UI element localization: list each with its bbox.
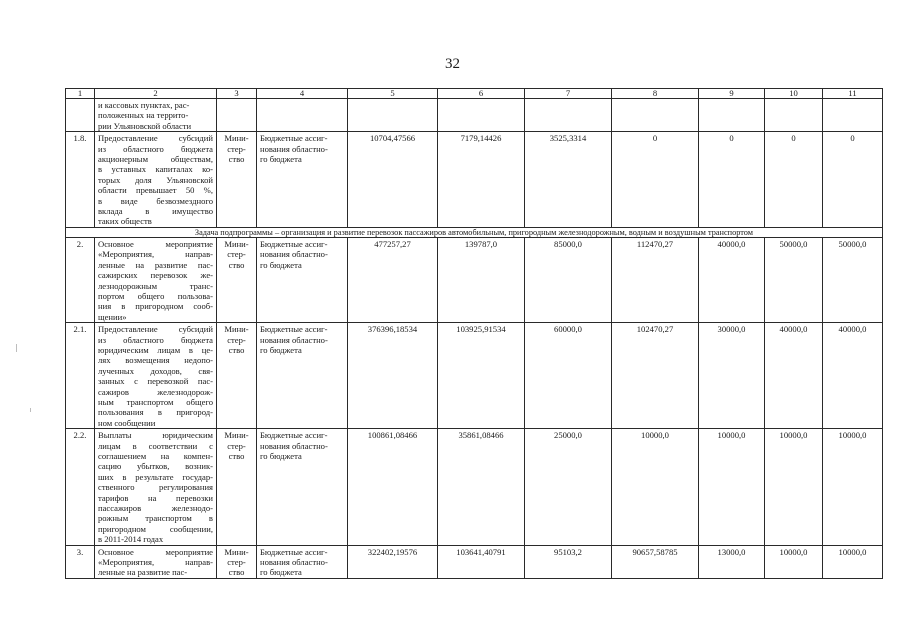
cell-value: 40000,0	[823, 323, 883, 429]
cell-value: 13000,0	[699, 545, 765, 578]
table-row	[66, 132, 883, 228]
text-line: таких обществ	[98, 216, 152, 227]
cell-source	[257, 237, 348, 322]
text-line: стер-	[227, 143, 246, 154]
column-header-2: 2	[95, 89, 217, 99]
text-line: пассажиров железнодо-	[98, 503, 213, 514]
table-row	[66, 429, 883, 545]
text-line: Мини-	[224, 324, 249, 335]
cell-value	[438, 99, 525, 132]
cell-value: 40000,0	[765, 323, 823, 429]
cell-value: 112470,27	[612, 237, 699, 322]
scan-mark	[30, 408, 31, 412]
cell-source	[257, 429, 348, 545]
text-line: Основное мероприятие	[98, 238, 213, 249]
cell-value: 50000,0	[823, 237, 883, 322]
table-row	[66, 237, 883, 322]
text-line: ство	[228, 451, 245, 461]
cell-value: 10000,0	[823, 429, 883, 545]
text-line: Мини-	[224, 430, 249, 441]
cell-value: 40000,0	[699, 237, 765, 322]
cell-value: 10000,0	[765, 545, 823, 578]
text-line: акционерным обществам,	[98, 154, 213, 165]
cell-value: 477257,27	[348, 237, 438, 322]
cell-num: 2.1.	[66, 323, 95, 429]
text-line: Бюджетные ассиг-	[260, 324, 328, 335]
cell-source	[257, 323, 348, 429]
cell-value: 7179,14426	[438, 132, 525, 228]
text-line: ство	[228, 154, 245, 165]
column-header-3: 3	[217, 89, 257, 99]
column-header-6: 6	[438, 89, 525, 99]
text-line: Бюджетные ассиг-	[260, 238, 328, 249]
text-line: Предоставление субсидий	[98, 133, 213, 144]
cell-value	[823, 99, 883, 132]
text-line: лезнодорожным транс-	[98, 280, 213, 291]
text-line: сажиров железнодорож-	[98, 386, 213, 397]
cell-source	[257, 132, 348, 228]
table-body	[66, 89, 883, 579]
text-line: Бюджетные ассиг-	[260, 546, 328, 557]
cell-value: 10704,47566	[348, 132, 438, 228]
cell-value: 0	[612, 132, 699, 228]
cell-value: 10000,0	[699, 429, 765, 545]
page-number: 32	[445, 56, 460, 72]
text-line: ленные на развитие пас-	[98, 567, 188, 578]
text-line: стер-	[227, 440, 246, 451]
cell-value: 60000,0	[525, 323, 612, 429]
cell-num: 2.2.	[66, 429, 95, 545]
text-line: Мини-	[224, 238, 249, 249]
text-line: Мини-	[224, 546, 249, 557]
cell-value: 103925,91534	[438, 323, 525, 429]
text-line: в уставных капиталах ко-	[98, 164, 213, 175]
cell-executor	[217, 237, 257, 322]
table-row	[66, 545, 883, 578]
cell-value: 30000,0	[699, 323, 765, 429]
text-line: ленные на развитие пас-	[98, 259, 213, 270]
scan-mark	[16, 344, 17, 352]
column-header-5: 5	[348, 89, 438, 99]
cell-description	[95, 132, 217, 228]
column-header-4: 4	[257, 89, 348, 99]
cell-value: 90657,58785	[612, 545, 699, 578]
text-line: лицам в соответствии с	[98, 440, 213, 451]
cell-description	[95, 237, 217, 322]
cell-value: 85000,0	[525, 237, 612, 322]
text-line: ство	[228, 567, 245, 578]
text-line: юридическим лицам в це-	[98, 344, 213, 355]
text-line: Мини-	[224, 133, 249, 144]
cell-value: 102470,27	[612, 323, 699, 429]
cell-description	[95, 429, 217, 545]
cell-value: 10000,0	[823, 545, 883, 578]
text-line: «Мероприятия, направ-	[98, 249, 213, 260]
cell-value: 35861,08466	[438, 429, 525, 545]
cell-value	[348, 99, 438, 132]
text-line: стер-	[227, 334, 246, 345]
text-line: ших в результате государ-	[98, 471, 213, 482]
text-line: ство	[228, 259, 245, 270]
cell-value	[612, 99, 699, 132]
text-line: Предоставление субсидий	[98, 324, 213, 335]
column-header-8: 8	[612, 89, 699, 99]
text-line: занных с перевозкой пас-	[98, 376, 213, 387]
text-line: положенных на террито-	[98, 110, 189, 121]
text-line: Выплаты юридическим	[98, 430, 213, 441]
text-line: и кассовых пунктах, рас-	[98, 100, 190, 110]
text-line: в виде безвозмездного	[98, 195, 213, 206]
cell-value: 103641,40791	[438, 545, 525, 578]
cell-value	[525, 99, 612, 132]
text-line: ном сообщении	[98, 417, 156, 428]
column-header-9: 9	[699, 89, 765, 99]
text-line: области превышает 50 %,	[98, 185, 213, 196]
text-line: Бюджетные ассиг-	[260, 430, 328, 441]
cell-num: 1.8.	[66, 132, 95, 228]
text-line: из областного бюджета	[98, 334, 213, 345]
cell-value: 139787,0	[438, 237, 525, 322]
cell-value	[699, 99, 765, 132]
text-line: торых доля Ульяновской	[98, 174, 213, 185]
text-line: нования областно-	[260, 440, 328, 451]
text-line: сацию убытков, возник-	[98, 461, 213, 472]
text-line: из областного бюджета	[98, 143, 213, 154]
text-line: пользования в пригород-	[98, 407, 213, 418]
cell-executor	[217, 545, 257, 578]
text-line: щении»	[98, 311, 127, 322]
cell-value: 0	[765, 132, 823, 228]
cell-description	[95, 323, 217, 429]
continuation-row	[66, 99, 883, 132]
text-line: лях возмещения недопо-	[98, 355, 213, 366]
text-line: ния в пригородном сооб-	[98, 301, 213, 312]
cell-value: 3525,3314	[525, 132, 612, 228]
text-line: стер-	[227, 249, 246, 260]
text-line: ным транспортом общего	[98, 396, 213, 407]
text-line: го бюджета	[260, 567, 302, 578]
budget-table	[65, 88, 883, 579]
cell-source	[257, 99, 348, 132]
text-line: го бюджета	[260, 451, 302, 461]
text-line: го бюджета	[260, 154, 302, 165]
column-header-1: 1	[66, 89, 95, 99]
cell-value: 95103,2	[525, 545, 612, 578]
text-line: го бюджета	[260, 344, 302, 355]
cell-value: 0	[823, 132, 883, 228]
column-header-row	[66, 89, 883, 99]
cell-executor	[217, 429, 257, 545]
table-row	[66, 323, 883, 429]
text-line: нования областно-	[260, 334, 328, 345]
column-header-10: 10	[765, 89, 823, 99]
text-line: Бюджетные ассиг-	[260, 133, 328, 144]
text-line: нования областно-	[260, 249, 328, 260]
text-line: тарифов на перевозки	[98, 492, 213, 503]
cell-value: 50000,0	[765, 237, 823, 322]
cell-value: 10000,0	[612, 429, 699, 545]
text-line: ственного регулирования	[98, 482, 213, 493]
cell-num	[66, 99, 95, 132]
text-line: ство	[228, 344, 245, 355]
text-line: «Мероприятия, направ-	[98, 557, 213, 568]
cell-value: 376396,18534	[348, 323, 438, 429]
section-heading-row	[66, 227, 883, 237]
cell-value: 25000,0	[525, 429, 612, 545]
cell-description	[95, 99, 217, 132]
text-line: нования областно-	[260, 143, 328, 154]
text-line: нования областно-	[260, 557, 328, 568]
cell-value	[765, 99, 823, 132]
cell-value: 100861,08466	[348, 429, 438, 545]
cell-executor	[217, 99, 257, 132]
cell-value: 10000,0	[765, 429, 823, 545]
cell-value: 322402,19576	[348, 545, 438, 578]
text-line: сажирских перевозок же-	[98, 270, 213, 281]
cell-num: 3.	[66, 545, 95, 578]
text-line: рожным транспортом в	[98, 513, 213, 524]
cell-source	[257, 545, 348, 578]
text-line: вклада в имущество	[98, 206, 213, 217]
cell-executor	[217, 132, 257, 228]
text-line: в 2011-2014 годах	[98, 534, 164, 545]
cell-description	[95, 545, 217, 578]
cell-executor	[217, 323, 257, 429]
column-header-11: 11	[823, 89, 883, 99]
text-line: портом общего пользова-	[98, 290, 213, 301]
text-line: соглашением на компен-	[98, 451, 213, 461]
text-line: го бюджета	[260, 259, 302, 270]
text-line: стер-	[227, 557, 246, 568]
section-heading: Задача подпрограммы – организация и развитие перевозок пассажиров автомобильным, пригородным железнодорожным, водным и воздушным транспортом	[66, 227, 883, 237]
text-line: рии Ульяновской области	[98, 120, 192, 131]
text-line: лученных доходов, свя-	[98, 365, 213, 376]
column-header-7: 7	[525, 89, 612, 99]
cell-num: 2.	[66, 237, 95, 322]
cell-value: 0	[699, 132, 765, 228]
text-line: Основное мероприятие	[98, 546, 213, 557]
text-line: пригородном сообщении,	[98, 523, 213, 534]
